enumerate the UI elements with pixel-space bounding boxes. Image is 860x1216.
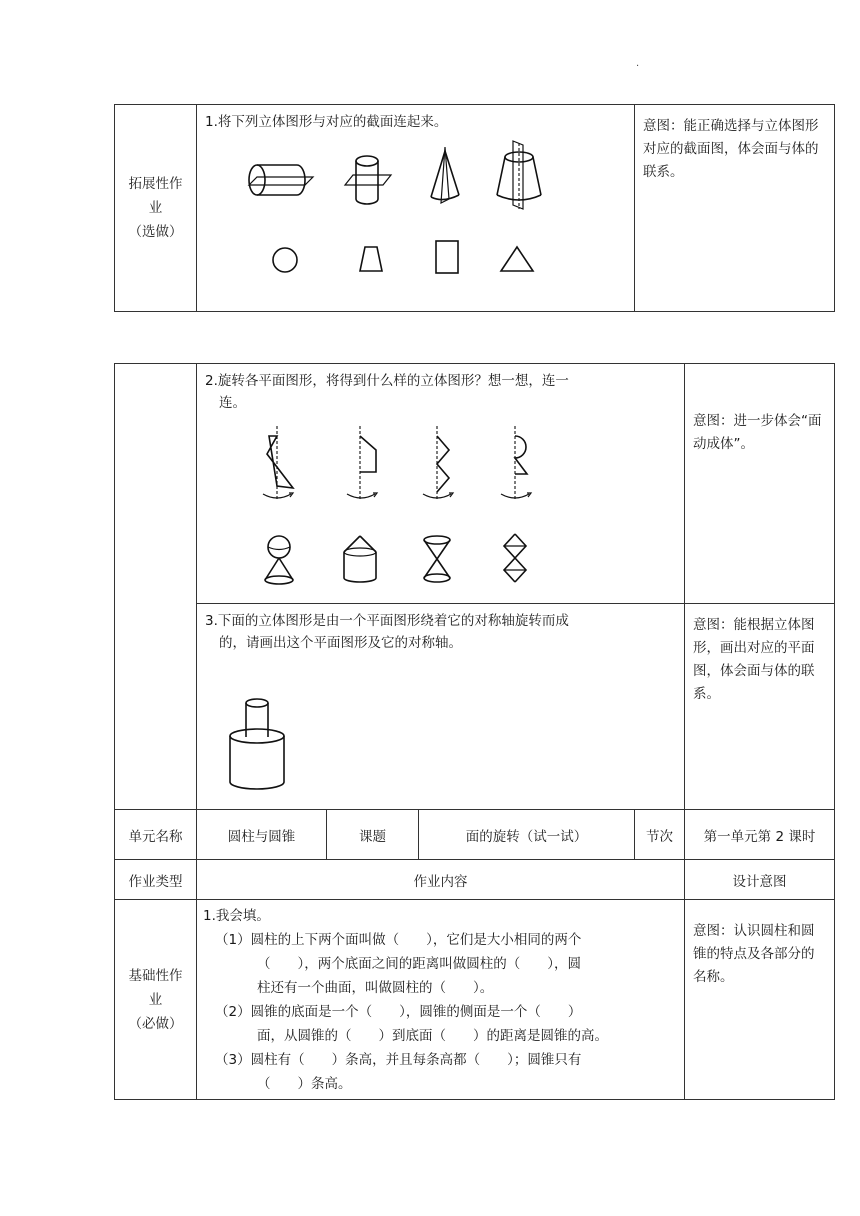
topic-value: 面的旋转（试一试）: [419, 810, 635, 860]
task3-cell: [197, 604, 685, 810]
task2-cell: [197, 364, 685, 604]
section-rectangle-icon: [436, 241, 458, 273]
task3-text: 3.下面的立体图形是由一个平面图形绕着它的对称轴旋转而成 的，请画出这个平面图形及它的对称轴。: [205, 613, 569, 651]
rotated-solid-stacked-cones-icon: [504, 534, 526, 582]
task2-text: 2.旋转各平面图形，将得到什么样的立体图形？想一想，连一 连。: [205, 373, 569, 411]
task1-cell: [197, 105, 635, 312]
basic-title: 1.我会填。: [203, 908, 270, 924]
row-label-extension: 拓展性作 业 （选做）: [115, 105, 197, 312]
task3-figure: [197, 654, 635, 794]
page-mark: .: [636, 58, 640, 69]
question-3: （3）圆柱有（ ）条高，并且每条高都（ ）；圆锥只有 （ ）条高。: [215, 1052, 582, 1092]
unit-value: 圆柱与圆锥: [197, 810, 327, 860]
task1-figures: [197, 133, 635, 293]
question-2: （2）圆锥的底面是一个（ ），圆锥的侧面是一个（ ） 面，从圆锥的（ ）到底面（ ）的距离是圆锥的高。: [215, 1004, 608, 1044]
question-1: （1）圆柱的上下两个面叫做（ ），它们是大小相同的两个 （ ），两个底面之间的距离叫做圆柱的（ ），圆 柱还有一个曲面，叫做圆柱的（ ）。: [215, 932, 582, 996]
solid-cylinder-plane-icon: [249, 165, 313, 195]
section-circle-icon: [273, 248, 297, 272]
intent2-cell: 意图：进一步体会“面动成体”。: [685, 364, 835, 604]
rotation-homework-table: [114, 363, 835, 1100]
rotated-solid-cone-cylinder-icon: [344, 536, 376, 582]
task2-figures: [197, 414, 635, 598]
solid-frustum-section-icon: [497, 141, 541, 209]
composite-cylinder-icon: [230, 699, 284, 789]
intent-header: 设计意图: [685, 860, 835, 900]
content-header: 作业内容: [197, 860, 685, 900]
type-header: 作业类型: [115, 860, 197, 900]
topic-label: 课题: [327, 810, 419, 860]
section-value: 第一单元第 2 课时: [685, 810, 835, 860]
basic-intent-cell: 意图：认识圆柱和圆锥的特点及各部分的名称。: [685, 900, 835, 1100]
solid-cone-section-icon: [431, 147, 459, 203]
row-label-empty: [115, 364, 197, 810]
section-triangle-icon: [501, 247, 533, 271]
rotated-solid-hourglass-icon: [424, 536, 450, 582]
plane-figure-3-icon: [423, 426, 453, 500]
intent3-cell: 意图：能根据立体图形，画出对应的平面图，体会面与体的联系。: [685, 604, 835, 810]
plane-figure-1-icon: [263, 426, 293, 500]
plane-figure-2-icon: [347, 426, 377, 500]
rotated-solid-sphere-cone-icon: [265, 536, 293, 584]
solid-cylinder-vertical-icon: [345, 156, 391, 204]
basic-task-cell: [197, 900, 685, 1100]
section-trapezoid-icon: [360, 247, 382, 271]
basic-task-content: [197, 900, 684, 1096]
extension-homework-table: [114, 104, 835, 312]
section-label: 节次: [635, 810, 685, 860]
row-label-basic: 基础性作 业 （必做）: [115, 900, 197, 1100]
plane-figure-4-icon: [501, 426, 531, 500]
task1-text: 1.将下列立体图形与对应的截面连起来。: [205, 114, 448, 130]
intent1-cell: 意图：能正确选择与立体图形对应的截面图，体会面与体的联系。: [635, 105, 835, 312]
unit-label: 单元名称: [115, 810, 197, 860]
